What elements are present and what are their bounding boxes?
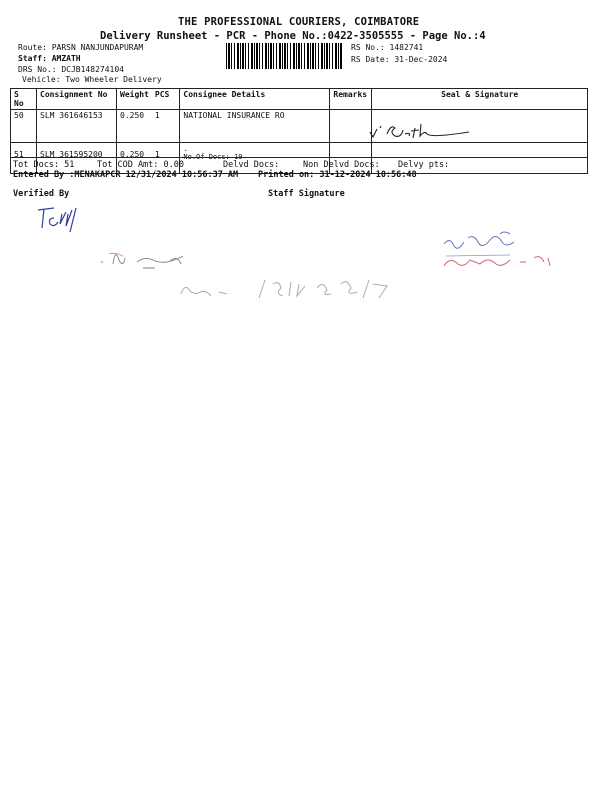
printed-on: Printed on: 31-12-2024 10:56:48	[258, 170, 417, 180]
table-header-row	[11, 89, 588, 110]
route-label: Route: PARSN NANJUNDAPURAM	[18, 43, 144, 52]
rs-number: RS No.: 1482741	[351, 43, 424, 52]
col-header-consignee: Consignee Details	[180, 89, 330, 110]
verifier-signature-icon	[36, 204, 96, 236]
cell-weight: 0.250	[117, 143, 152, 174]
barcode-image	[226, 43, 342, 69]
cell-sno: 50	[11, 110, 37, 143]
totals-divider	[10, 157, 588, 158]
col-header-weight: Weight	[117, 89, 152, 110]
entered-by: Entered By :MENAKAPCR 12/31/2024 10:56:37 AM	[13, 170, 239, 180]
drs-number: DRS No.: DCJB148274104	[18, 65, 124, 74]
consignee-text: .	[183, 144, 189, 153]
cell-consignee: NATIONAL INSURANCE RO	[180, 110, 330, 143]
total-docs: Tot Docs: 51	[13, 160, 75, 170]
cell-pcs: 1	[152, 110, 180, 143]
rs-date: RS Date: 31-Dec-2024	[351, 55, 448, 64]
non-delivered-docs: Non Delvd Docs:	[303, 160, 380, 170]
col-header-seal-signature: Seal & Signature	[372, 89, 588, 110]
cell-consignment: SLM 361646153	[37, 110, 117, 143]
col-header-pcs: PCS	[152, 89, 180, 110]
faint-handwritten-number-icon	[175, 274, 415, 304]
vehicle-label: Vehicle: Two Wheeler Delivery	[22, 75, 162, 84]
faint-stamp-mark-icon	[85, 238, 195, 274]
cell-pcs: 1	[152, 143, 180, 174]
col-header-consignment: Consignment No	[37, 89, 117, 110]
col-header-sno: S No	[11, 89, 37, 110]
cell-weight: 0.250	[117, 110, 152, 143]
company-title: THE PROFESSIONAL COURIERS, COIMBATORE	[178, 16, 420, 28]
verified-by-label: Verified By	[13, 189, 70, 199]
cell-consignment: SLM 361595200	[37, 143, 117, 174]
total-cod: Tot COD Amt: 0.00	[97, 160, 184, 170]
staff-label: Staff: AMZATH	[18, 54, 81, 63]
col-header-remarks: Remarks	[330, 89, 372, 110]
runsheet-subtitle: Delivery Runsheet - PCR - Phone No.:0422-3505555 - Page No.:4	[100, 30, 486, 42]
delivered-docs: Delvd Docs:	[223, 160, 280, 170]
cell-sno: 51	[11, 143, 37, 174]
receiver-stamp-icon	[440, 228, 560, 276]
delivery-points: Delvy pts:	[398, 160, 450, 170]
table-row	[11, 110, 588, 143]
docs-count: No.Of Docs: 19	[183, 153, 243, 161]
staff-signature-label: Staff Signature	[268, 189, 345, 199]
receiver-signature-icon	[365, 118, 475, 142]
